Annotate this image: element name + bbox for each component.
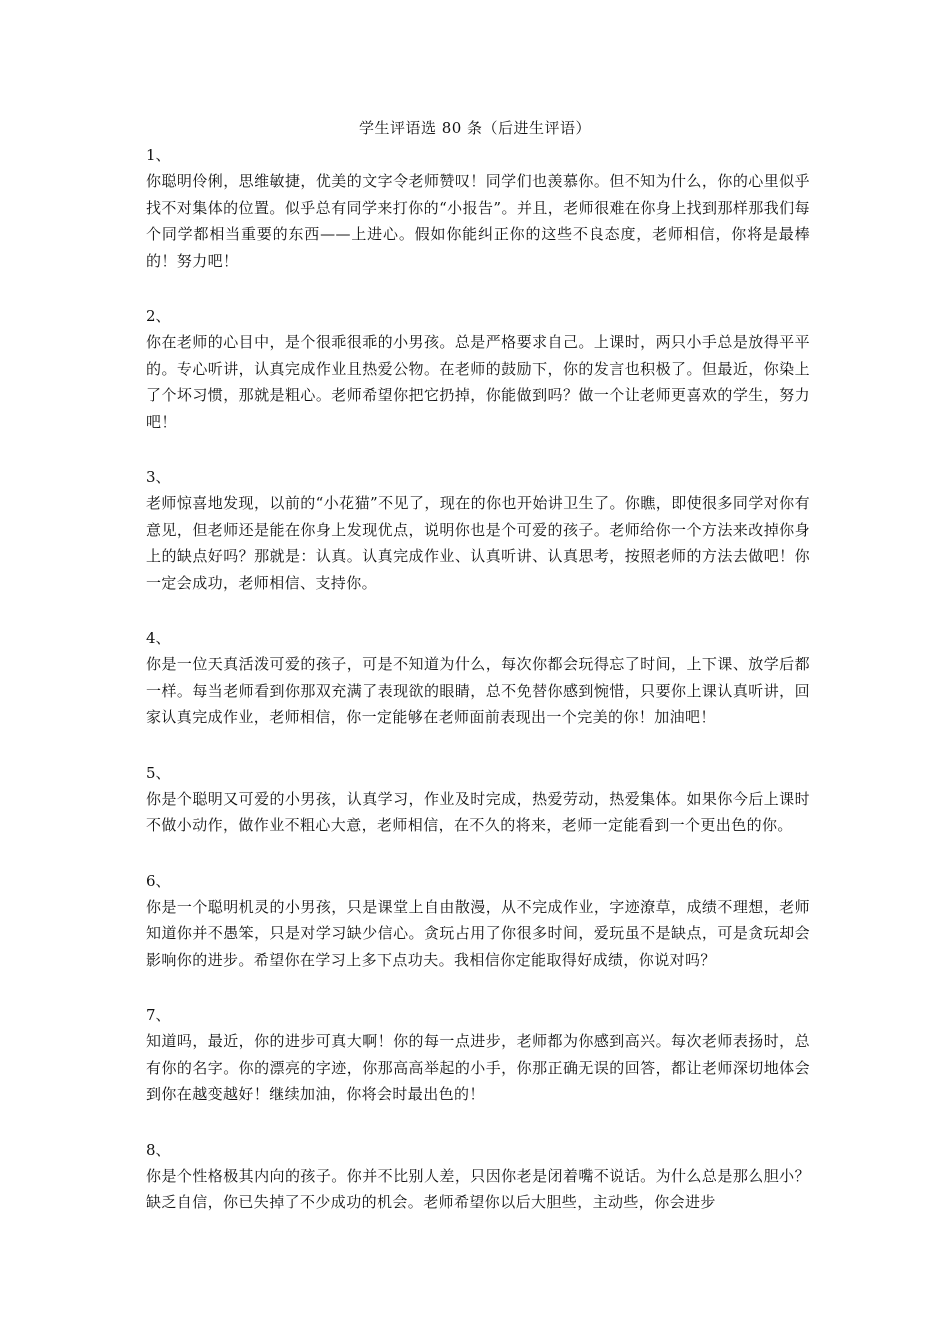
entry-number: 7、 xyxy=(146,1006,171,1024)
entry-number: 6、 xyxy=(146,871,171,890)
entry-text: 知道吗，最近，你的进步可真大啊！你的每一点进步，老师都为你感到高兴。每次老师表扬时，总有你的名字。你的漂亮的字迹，你那高高举起的小手，你那正确无误的回答，都让老师深切地体会到你在越变越好！继续加油，你将会时最出色的！ xyxy=(146,1032,810,1103)
entry-text: 你聪明伶俐，思维敏捷，优美的文字令老师赞叹！同学们也羡慕你。但不知为什么，你的心里似乎找不对集体的位置。似乎总有同学来打你的“小报告”。并且，老师很难在你身上找到那样那我们每个同学都相当重要的东西——上进心。假如你能纠正你的这些不良态度，老师相信，你将是最棒的！努力吧！ xyxy=(146,172,810,270)
entry-text: 你是个聪明又可爱的小男孩，认真学习，作业及时完成，热爱劳动，热爱集体。如果你今后上课时不做小动作，做作业不粗心大意，老师相信，在不久的将来，老师一定能看到一个更出色的你。 xyxy=(146,789,810,834)
entry-text: 你是一位天真活泼可爱的孩子，可是不知道为什么，每次你都会玩得忘了时间，上下课、放学后都一样。每当老师看到你那双充满了表现欲的眼睛，总不免替你感到惋惜，只要你上课认真听讲，回家认真完成作业，老师相信，你一定能够在老师面前表现出一个完美的你！加油吧！ xyxy=(146,655,810,726)
entry-number: 5、 xyxy=(146,763,171,782)
comment-entry-6 xyxy=(146,868,810,974)
document-title: 学生评语选 80 条（后进生评语） xyxy=(358,119,592,137)
entry-text: 老师惊喜地发现，以前的“小花猫”不见了，现在的你也开始讲卫生了。你瞧，即使很多同学对你有意见，但老师还是能在你身上发现优点，说明你也是个可爱的孩子。老师给你一个方法来改掉你身上的缺点好吗？那就是：认真。认真完成作业、认真听讲、认真思考，按照老师的方法去做吧！你一定会成功，老师相信、支持你。 xyxy=(146,494,810,592)
entry-text: 你是个性格极其内向的孩子。你并不比别人差，只因你老是闭着嘴不说话。为什么总是那么胆小？缺乏自信，你已失掉了不少成功的机会。老师希望你以后大胆些，主动些，你会进步 xyxy=(146,1166,810,1211)
entry-number: 4、 xyxy=(146,629,171,647)
comment-entry-4 xyxy=(146,625,810,731)
entry-number: 8、 xyxy=(146,1140,171,1159)
comment-entry-2 xyxy=(146,303,810,435)
comment-entry-8 xyxy=(146,1137,810,1216)
entry-number: 2、 xyxy=(146,307,171,325)
entry-text: 你在老师的心目中，是个很乖很乖的小男孩。总是严格要求自己。上课时，两只小手总是放得平平的。专心听讲，认真完成作业且热爱公物。在老师的鼓励下，你的发言也积极了。但最近，你染上了个坏习惯，那就是粗心。老师希望你把它扔掉，你能做到吗？做一个让老师更喜欢的学生，努力吧！ xyxy=(146,333,810,431)
entry-text: 你是一个聪明机灵的小男孩，只是课堂上自由散漫，从不完成作业，字迹潦草，成绩不理想，老师知道你并不愚笨，只是对学习缺少信心。贪玩占用了你很多时间，爱玩虽不是缺点，可是贪玩却会影响你的进步。希望你在学习上多下点功夫。我相信你定能取得好成绩，你说对吗？ xyxy=(146,897,810,969)
comment-entry-7 xyxy=(146,1002,810,1108)
comment-list xyxy=(146,142,810,1245)
entry-number: 3、 xyxy=(146,468,171,486)
comment-entry-3 xyxy=(146,464,810,596)
entry-number: 1、 xyxy=(146,146,171,164)
comment-entry-5 xyxy=(146,760,810,839)
comment-entry-1 xyxy=(146,142,810,274)
